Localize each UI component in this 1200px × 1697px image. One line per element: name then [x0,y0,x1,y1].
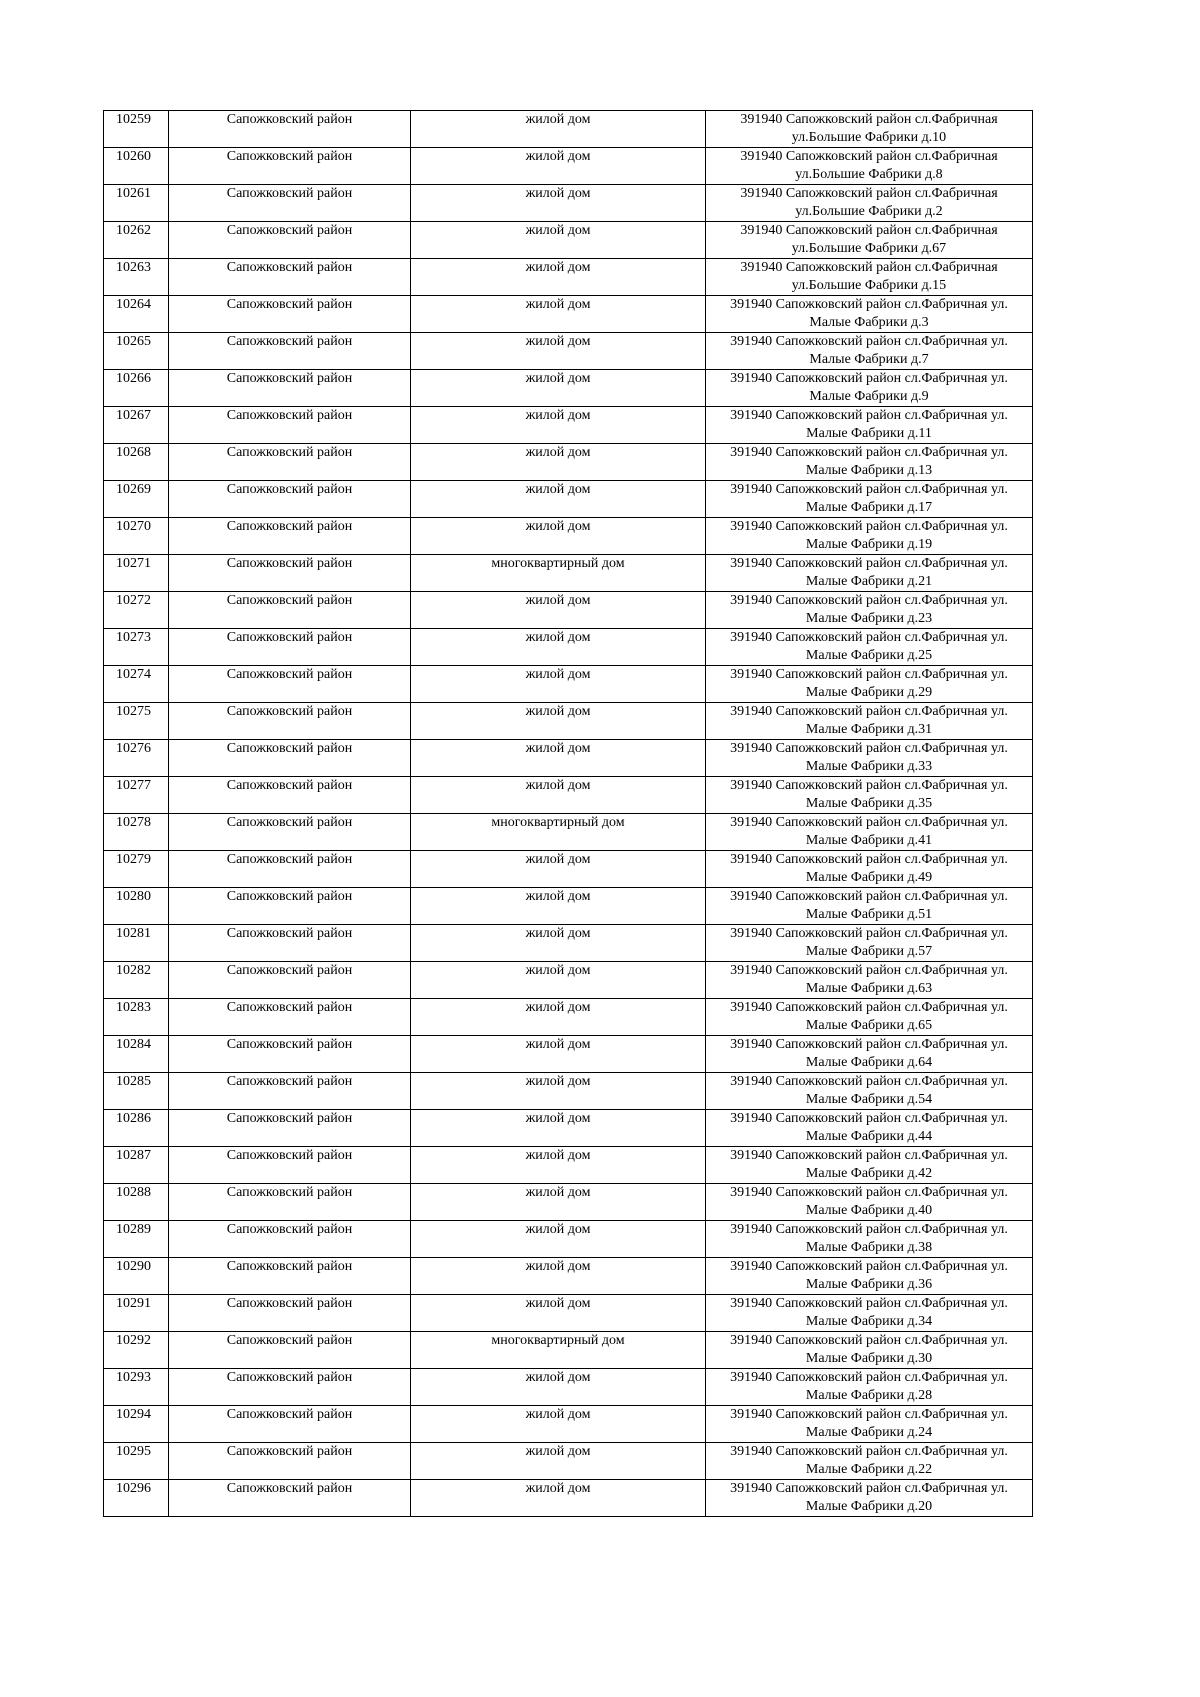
address-cell: 391940 Сапожковский район сл.Фабричная ул. Малые Фабрики д.64 [706,1036,1033,1073]
address-cell: 391940 Сапожковский район сл.Фабричная ул. Малые Фабрики д.11 [706,407,1033,444]
table-row [104,1443,1033,1480]
building-type-cell: жилой дом [411,629,706,666]
building-type-cell: жилой дом [411,1258,706,1295]
address-cell: 391940 Сапожковский район сл.Фабричная ул. Малые Фабрики д.21 [706,555,1033,592]
row-number-cell: 10291 [104,1295,169,1332]
address-cell: 391940 Сапожковский район сл.Фабричная ул. Малые Фабрики д.49 [706,851,1033,888]
row-number-cell: 10265 [104,333,169,370]
address-cell: 391940 Сапожковский район сл.Фабричная ул. Малые Фабрики д.30 [706,1332,1033,1369]
table-row [104,333,1033,370]
district-cell: Сапожковский район [169,370,411,407]
district-cell: Сапожковский район [169,481,411,518]
district-cell: Сапожковский район [169,740,411,777]
district-cell: Сапожковский район [169,222,411,259]
district-cell: Сапожковский район [169,888,411,925]
row-number-cell: 10275 [104,703,169,740]
table-row [104,259,1033,296]
district-cell: Сапожковский район [169,1073,411,1110]
table-row [104,370,1033,407]
address-cell: 391940 Сапожковский район сл.Фабричная ул. Малые Фабрики д.25 [706,629,1033,666]
row-number-cell: 10288 [104,1184,169,1221]
table-row [104,555,1033,592]
table-row [104,592,1033,629]
building-type-cell: многоквартирный дом [411,555,706,592]
building-type-cell: жилой дом [411,592,706,629]
building-type-cell: жилой дом [411,1221,706,1258]
building-type-cell: жилой дом [411,666,706,703]
building-type-cell: жилой дом [411,148,706,185]
row-number-cell: 10283 [104,999,169,1036]
address-cell: 391940 Сапожковский район сл.Фабричная ул. Малые Фабрики д.3 [706,296,1033,333]
building-type-cell: жилой дом [411,111,706,148]
building-type-cell: многоквартирный дом [411,814,706,851]
building-type-cell: жилой дом [411,740,706,777]
building-type-cell: жилой дом [411,481,706,518]
district-cell: Сапожковский район [169,1406,411,1443]
address-cell: 391940 Сапожковский район сл.Фабричная ул.Большие Фабрики д.10 [706,111,1033,148]
table-row [104,999,1033,1036]
building-type-cell: жилой дом [411,407,706,444]
building-type-cell: жилой дом [411,1295,706,1332]
district-cell: Сапожковский район [169,111,411,148]
row-number-cell: 10281 [104,925,169,962]
district-cell: Сапожковский район [169,296,411,333]
building-type-cell: жилой дом [411,518,706,555]
table-row [104,1184,1033,1221]
district-cell: Сапожковский район [169,666,411,703]
table-row [104,1369,1033,1406]
table-row [104,296,1033,333]
row-number-cell: 10270 [104,518,169,555]
district-cell: Сапожковский район [169,1147,411,1184]
district-cell: Сапожковский район [169,407,411,444]
building-type-cell: жилой дом [411,703,706,740]
row-number-cell: 10272 [104,592,169,629]
address-cell: 391940 Сапожковский район сл.Фабричная ул. Малые Фабрики д.22 [706,1443,1033,1480]
address-cell: 391940 Сапожковский район сл.Фабричная ул. Малые Фабрики д.13 [706,444,1033,481]
table-row [104,666,1033,703]
row-number-cell: 10284 [104,1036,169,1073]
address-cell: 391940 Сапожковский район сл.Фабричная ул. Малые Фабрики д.19 [706,518,1033,555]
address-cell: 391940 Сапожковский район сл.Фабричная ул. Малые Фабрики д.44 [706,1110,1033,1147]
district-cell: Сапожковский район [169,1332,411,1369]
district-cell: Сапожковский район [169,1184,411,1221]
table-row [104,1036,1033,1073]
district-cell: Сапожковский район [169,703,411,740]
address-cell: 391940 Сапожковский район сл.Фабричная ул. Малые Фабрики д.38 [706,1221,1033,1258]
district-cell: Сапожковский район [169,259,411,296]
district-cell: Сапожковский район [169,1295,411,1332]
building-type-cell: жилой дом [411,1147,706,1184]
table-row [104,629,1033,666]
row-number-cell: 10282 [104,962,169,999]
row-number-cell: 10293 [104,1369,169,1406]
address-cell: 391940 Сапожковский район сл.Фабричная ул.Большие Фабрики д.15 [706,259,1033,296]
building-type-cell: жилой дом [411,370,706,407]
table-row [104,1480,1033,1517]
address-cell: 391940 Сапожковский район сл.Фабричная ул. Малые Фабрики д.7 [706,333,1033,370]
address-cell: 391940 Сапожковский район сл.Фабричная ул. Малые Фабрики д.41 [706,814,1033,851]
district-cell: Сапожковский район [169,925,411,962]
table-row [104,1332,1033,1369]
address-cell: 391940 Сапожковский район сл.Фабричная ул. Малые Фабрики д.34 [706,1295,1033,1332]
address-cell: 391940 Сапожковский район сл.Фабричная ул. Малые Фабрики д.23 [706,592,1033,629]
table-row [104,851,1033,888]
row-number-cell: 10268 [104,444,169,481]
table-row [104,481,1033,518]
address-cell: 391940 Сапожковский район сл.Фабричная ул.Большие Фабрики д.2 [706,185,1033,222]
table-row [104,1406,1033,1443]
building-type-cell: жилой дом [411,1443,706,1480]
row-number-cell: 10266 [104,370,169,407]
district-cell: Сапожковский район [169,999,411,1036]
building-type-cell: жилой дом [411,1110,706,1147]
address-cell: 391940 Сапожковский район сл.Фабричная ул. Малые Фабрики д.57 [706,925,1033,962]
district-cell: Сапожковский район [169,1221,411,1258]
table-row [104,777,1033,814]
row-number-cell: 10285 [104,1073,169,1110]
row-number-cell: 10264 [104,296,169,333]
district-cell: Сапожковский район [169,555,411,592]
table-row [104,888,1033,925]
row-number-cell: 10274 [104,666,169,703]
district-cell: Сапожковский район [169,1110,411,1147]
building-type-cell: жилой дом [411,925,706,962]
district-cell: Сапожковский район [169,518,411,555]
district-cell: Сапожковский район [169,962,411,999]
address-cell: 391940 Сапожковский район сл.Фабричная ул. Малые Фабрики д.35 [706,777,1033,814]
district-cell: Сапожковский район [169,333,411,370]
address-cell: 391940 Сапожковский район сл.Фабричная ул. Малые Фабрики д.29 [706,666,1033,703]
district-cell: Сапожковский район [169,444,411,481]
row-number-cell: 10276 [104,740,169,777]
district-cell: Сапожковский район [169,148,411,185]
building-type-cell: жилой дом [411,222,706,259]
row-number-cell: 10287 [104,1147,169,1184]
district-cell: Сапожковский район [169,1258,411,1295]
district-cell: Сапожковский район [169,1036,411,1073]
address-cell: 391940 Сапожковский район сл.Фабричная ул.Большие Фабрики д.8 [706,148,1033,185]
building-type-cell: жилой дом [411,333,706,370]
building-type-cell: жилой дом [411,185,706,222]
table-row [104,703,1033,740]
row-number-cell: 10280 [104,888,169,925]
district-cell: Сапожковский район [169,1369,411,1406]
building-type-cell: жилой дом [411,259,706,296]
row-number-cell: 10286 [104,1110,169,1147]
row-number-cell: 10259 [104,111,169,148]
building-type-cell: жилой дом [411,851,706,888]
address-cell: 391940 Сапожковский район сл.Фабричная ул. Малые Фабрики д.63 [706,962,1033,999]
district-cell: Сапожковский район [169,629,411,666]
row-number-cell: 10292 [104,1332,169,1369]
building-type-cell: жилой дом [411,1480,706,1517]
address-cell: 391940 Сапожковский район сл.Фабричная ул. Малые Фабрики д.36 [706,1258,1033,1295]
building-type-cell: многоквартирный дом [411,1332,706,1369]
row-number-cell: 10289 [104,1221,169,1258]
district-cell: Сапожковский район [169,851,411,888]
address-cell: 391940 Сапожковский район сл.Фабричная ул. Малые Фабрики д.65 [706,999,1033,1036]
table-row [104,1110,1033,1147]
row-number-cell: 10277 [104,777,169,814]
address-cell: 391940 Сапожковский район сл.Фабричная ул. Малые Фабрики д.9 [706,370,1033,407]
district-cell: Сапожковский район [169,185,411,222]
row-number-cell: 10290 [104,1258,169,1295]
address-cell: 391940 Сапожковский район сл.Фабричная ул. Малые Фабрики д.20 [706,1480,1033,1517]
building-type-cell: жилой дом [411,1184,706,1221]
building-type-cell: жилой дом [411,1406,706,1443]
address-cell: 391940 Сапожковский район сл.Фабричная ул. Малые Фабрики д.42 [706,1147,1033,1184]
building-type-cell: жилой дом [411,444,706,481]
address-cell: 391940 Сапожковский район сл.Фабричная ул. Малые Фабрики д.40 [706,1184,1033,1221]
address-cell: 391940 Сапожковский район сл.Фабричная ул. Малые Фабрики д.17 [706,481,1033,518]
building-type-cell: жилой дом [411,999,706,1036]
address-registry-table [103,110,1033,1517]
row-number-cell: 10278 [104,814,169,851]
building-type-cell: жилой дом [411,1036,706,1073]
building-type-cell: жилой дом [411,1073,706,1110]
row-number-cell: 10260 [104,148,169,185]
row-number-cell: 10296 [104,1480,169,1517]
district-cell: Сапожковский район [169,1480,411,1517]
district-cell: Сапожковский район [169,1443,411,1480]
row-number-cell: 10294 [104,1406,169,1443]
table-row [104,962,1033,999]
table-row [104,185,1033,222]
table-row [104,1221,1033,1258]
building-type-cell: жилой дом [411,296,706,333]
registry-table-body [104,111,1033,1517]
row-number-cell: 10267 [104,407,169,444]
table-row [104,814,1033,851]
building-type-cell: жилой дом [411,777,706,814]
building-type-cell: жилой дом [411,962,706,999]
table-row [104,1147,1033,1184]
building-type-cell: жилой дом [411,1369,706,1406]
address-cell: 391940 Сапожковский район сл.Фабричная ул.Большие Фабрики д.67 [706,222,1033,259]
address-cell: 391940 Сапожковский район сл.Фабричная ул. Малые Фабрики д.51 [706,888,1033,925]
table-row [104,148,1033,185]
district-cell: Сапожковский район [169,777,411,814]
address-cell: 391940 Сапожковский район сл.Фабричная ул. Малые Фабрики д.54 [706,1073,1033,1110]
row-number-cell: 10273 [104,629,169,666]
address-cell: 391940 Сапожковский район сл.Фабричная ул. Малые Фабрики д.24 [706,1406,1033,1443]
table-row [104,925,1033,962]
table-row [104,407,1033,444]
row-number-cell: 10295 [104,1443,169,1480]
table-row [104,518,1033,555]
building-type-cell: жилой дом [411,888,706,925]
table-row [104,1073,1033,1110]
table-row [104,222,1033,259]
row-number-cell: 10262 [104,222,169,259]
table-row [104,111,1033,148]
address-cell: 391940 Сапожковский район сл.Фабричная ул. Малые Фабрики д.33 [706,740,1033,777]
district-cell: Сапожковский район [169,814,411,851]
row-number-cell: 10263 [104,259,169,296]
table-row [104,444,1033,481]
row-number-cell: 10261 [104,185,169,222]
table-row [104,1295,1033,1332]
row-number-cell: 10271 [104,555,169,592]
row-number-cell: 10279 [104,851,169,888]
address-cell: 391940 Сапожковский район сл.Фабричная ул. Малые Фабрики д.28 [706,1369,1033,1406]
district-cell: Сапожковский район [169,592,411,629]
table-row [104,740,1033,777]
row-number-cell: 10269 [104,481,169,518]
address-cell: 391940 Сапожковский район сл.Фабричная ул. Малые Фабрики д.31 [706,703,1033,740]
table-row [104,1258,1033,1295]
